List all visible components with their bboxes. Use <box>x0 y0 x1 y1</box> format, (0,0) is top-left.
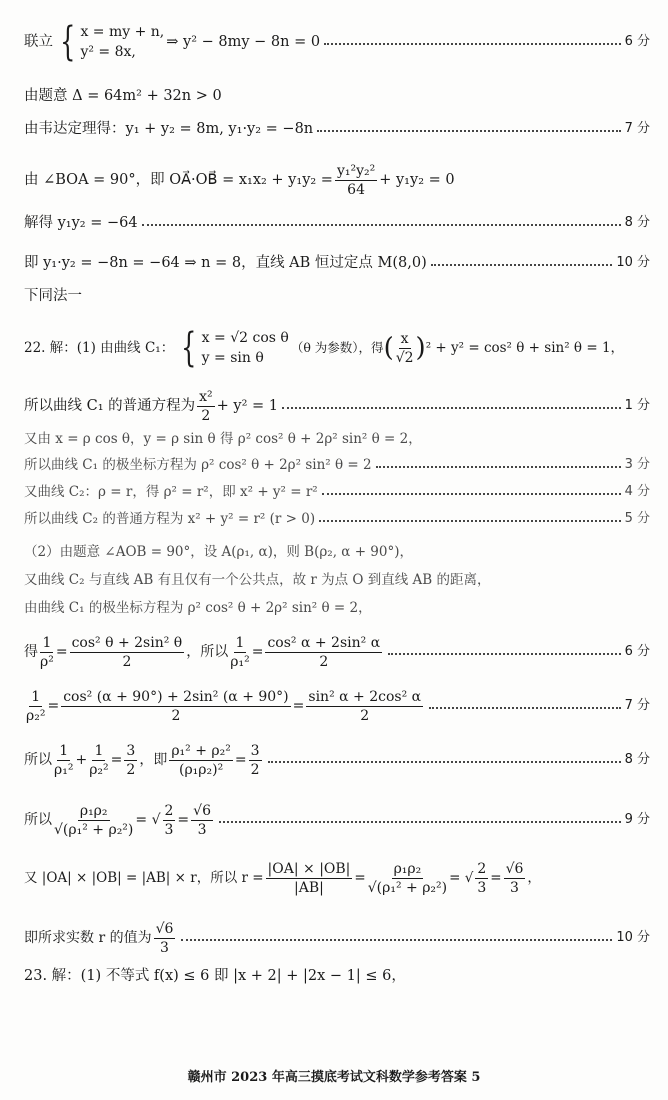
denominator: ρ² <box>40 653 54 670</box>
fraction <box>154 920 176 957</box>
denominator: (ρ₁ρ₂)² <box>178 761 224 778</box>
leader-dots <box>376 466 621 468</box>
denominator: 3 <box>160 939 169 956</box>
text: 又曲线 C₂：ρ = r，得 ρ² = r²，即 x² + y² = r² <box>24 484 318 500</box>
numerator: x <box>400 330 409 347</box>
text: 所以 <box>24 752 52 768</box>
numerator: 2 <box>164 802 174 819</box>
solution-line-19 <box>24 738 650 782</box>
text: 22. 解：(1) 由曲线 C₁： <box>24 340 175 356</box>
denominator: 3 <box>197 821 207 838</box>
page-footer: 赣州市 2023 年高三摸底考试文科数学参考答案 5 <box>187 1070 481 1085</box>
leader-dots <box>282 407 621 409</box>
numerator: y₁²y₂² <box>336 162 376 179</box>
fraction <box>26 688 45 725</box>
system-row: y² = 8x, <box>80 44 136 60</box>
numerator: sin² α + 2cos² α <box>308 688 422 705</box>
fraction <box>191 802 213 839</box>
text: 由 ∠BOA = 90°，即 OA⃗·OB⃗ = x₁x₂ + y₁y₂ = <box>24 172 333 188</box>
denominator: ρ₁² <box>54 761 74 778</box>
leader-dots <box>142 224 621 226</box>
fraction <box>124 742 137 779</box>
solution-line-7 <box>24 286 650 306</box>
text: （θ 为参数），得 <box>290 340 384 355</box>
problem-23-header <box>24 966 650 986</box>
system-row: x = my + n, <box>80 24 165 40</box>
solution-line-1 <box>24 19 650 65</box>
numerator: ρ₁ρ₂ <box>393 860 422 877</box>
numerator: ρ₁² + ρ₂² <box>171 742 231 759</box>
fraction <box>266 860 353 897</box>
fraction <box>504 860 526 897</box>
numerator: cos² θ + 2sin² θ <box>71 634 183 651</box>
open-paren-icon: ( <box>383 333 394 363</box>
solution-line-14 <box>24 542 650 562</box>
text: = √ <box>135 812 161 828</box>
numerator: 1 <box>59 742 69 759</box>
numerator: ρ₁ρ₂ <box>79 802 108 819</box>
leader-dots <box>324 43 621 45</box>
solution-line-5 <box>24 213 650 233</box>
score: 9 分 <box>624 812 650 827</box>
fraction <box>475 860 488 897</box>
text: 即 y₁·y₂ = −8n = −64 ⇒ n = 8，直线 AB 恒过定点 M(8,0) <box>24 255 427 271</box>
text: = <box>490 870 502 886</box>
denominator: ρ₂² <box>89 761 109 778</box>
text: （2）由题意 ∠AOB = 90°，设 A(ρ₁, α)，则 B(ρ₂, α + 90°)， <box>24 544 413 560</box>
denominator: 2 <box>201 407 211 424</box>
numerator: 3 <box>250 742 260 759</box>
text: ，所以 <box>186 644 229 660</box>
numerator: 1 <box>94 742 104 759</box>
leader-dots <box>322 493 621 495</box>
leader-dots <box>181 939 612 941</box>
text: = √ <box>449 870 474 886</box>
numerator: 1 <box>235 634 245 651</box>
fraction <box>368 860 447 897</box>
text: = <box>47 698 60 714</box>
fraction <box>40 634 54 671</box>
solution-line-16 <box>24 598 650 618</box>
text: ² + y² = cos² θ + sin² θ = 1， <box>425 340 625 356</box>
text: 下同法一 <box>24 288 82 304</box>
text: 所以曲线 C₁ 的普通方程为 <box>24 398 196 414</box>
score: 7 分 <box>624 121 650 136</box>
text: 又由 x = ρ cos θ，y = ρ sin θ 得 ρ² cos² θ + 2ρ² sin² θ = 2， <box>24 431 422 447</box>
text: + y² = 1 <box>216 398 278 414</box>
score: 8 分 <box>624 215 650 230</box>
text: 又曲线 C₂ 与直线 AB 有且仅有一个公共点，故 r 为点 O 到直线 AB 的距离， <box>24 572 491 588</box>
denominator: 2 <box>360 707 370 724</box>
fraction <box>163 802 176 839</box>
text: = <box>234 752 247 768</box>
denominator: |AB| <box>294 879 324 896</box>
system-row: x = √2 cos θ <box>201 330 289 346</box>
numerator: 3 <box>126 742 136 759</box>
fraction <box>335 162 377 199</box>
denominator: 3 <box>510 879 519 896</box>
fraction <box>249 742 262 779</box>
solution-line-3 <box>24 119 650 139</box>
score: 1 分 <box>624 398 650 413</box>
text: 所以 <box>24 812 52 828</box>
solution-line-17 <box>24 630 650 674</box>
text: = <box>251 644 264 660</box>
left-brace-icon: { <box>181 325 197 371</box>
denominator: 2 <box>122 653 132 670</box>
numerator: √6 <box>193 802 211 819</box>
solution-line-4 <box>24 160 650 200</box>
denominator: 64 <box>347 181 365 198</box>
text: 所以曲线 C₂ 的普通方程为 x² + y² = r² (r > 0) <box>24 511 316 527</box>
denominator: 2 <box>171 707 181 724</box>
numerator: 2 <box>477 860 487 877</box>
text: ⇒ y² − 8my − 8n = 0 <box>166 34 321 50</box>
fraction <box>169 742 233 779</box>
numerator: 1 <box>31 688 41 705</box>
text: + y₁y₂ = 0 <box>379 172 455 188</box>
leader-dots <box>268 761 621 763</box>
fraction <box>54 802 133 839</box>
leader-dots <box>319 520 621 522</box>
text: ，即 <box>139 752 168 768</box>
text: 由题意 Δ = 64m² + 32n > 0 <box>24 88 222 104</box>
fraction <box>396 330 414 367</box>
denominator: 2 <box>250 761 260 778</box>
solution-line-15 <box>24 570 650 590</box>
solution-line-21 <box>24 856 650 900</box>
text: + <box>75 752 88 768</box>
leader-dots <box>431 264 613 266</box>
text: = <box>292 698 305 714</box>
denominator: √(ρ₁² + ρ₂²) <box>54 821 134 838</box>
problem-22-header <box>24 326 650 370</box>
score: 7 分 <box>624 698 650 713</box>
score: 10 分 <box>616 255 650 270</box>
numerator: √6 <box>155 920 174 937</box>
fraction <box>70 634 185 671</box>
numerator: cos² α + 2sin² α <box>267 634 381 651</box>
score: 4 分 <box>624 484 650 499</box>
score: 6 分 <box>624 34 650 49</box>
solution-line-13 <box>24 509 650 529</box>
solution-line-18 <box>24 684 650 728</box>
fraction <box>89 742 108 779</box>
solution-line-10 <box>24 429 650 449</box>
left-brace-icon: { <box>60 19 76 65</box>
text: 联立 <box>24 34 53 50</box>
score: 10 分 <box>616 930 650 945</box>
text: 即所求实数 r 的值为 <box>24 930 152 946</box>
solution-line-22 <box>24 916 650 960</box>
leader-dots <box>429 707 620 709</box>
score: 5 分 <box>624 511 650 526</box>
leader-dots <box>388 653 620 655</box>
equation-system <box>176 325 289 371</box>
solution-line-20 <box>24 798 650 842</box>
text: 由韦达定理得：y₁ + y₂ = 8m, y₁·y₂ = −8n <box>24 121 314 137</box>
text: 23. 解：(1) 不等式 f(x) ≤ 6 即 |x + 2| + |2x − 1| ≤ 6， <box>24 968 406 984</box>
numerator: |OA| × |OB| <box>267 860 351 877</box>
numerator: √6 <box>505 860 524 877</box>
solution-line-9 <box>24 386 650 426</box>
text: = <box>55 644 68 660</box>
fraction <box>197 388 215 425</box>
leader-dots <box>219 821 621 823</box>
denominator: 2 <box>126 761 136 778</box>
solution-line-11 <box>24 455 650 475</box>
score: 3 分 <box>624 457 650 472</box>
fraction <box>306 688 423 725</box>
solution-line-2 <box>24 86 650 106</box>
text: 所以曲线 C₁ 的极坐标方程为 ρ² cos² θ + 2ρ² sin² θ = 2 <box>24 457 372 473</box>
fraction <box>265 634 382 671</box>
score: 8 分 <box>624 752 650 767</box>
text: ， <box>527 870 541 886</box>
solution-line-6 <box>24 253 650 273</box>
denominator: 3 <box>164 821 174 838</box>
denominator: 3 <box>477 879 487 896</box>
numerator: x² <box>199 388 213 405</box>
text: = <box>354 870 366 886</box>
text: 解得 y₁y₂ = −64 <box>24 215 138 231</box>
equation-system <box>55 19 165 65</box>
fraction <box>54 742 73 779</box>
score: 6 分 <box>624 644 650 659</box>
text: = <box>110 752 123 768</box>
text: 得 <box>24 644 38 660</box>
denominator: √(ρ₁² + ρ₂²) <box>367 879 448 896</box>
fraction <box>230 634 249 671</box>
denominator: ρ₁² <box>230 653 250 670</box>
denominator: ρ₂² <box>26 707 46 724</box>
denominator: √2 <box>395 349 414 366</box>
close-paren-icon: ) <box>415 333 426 363</box>
solution-line-12 <box>24 482 650 502</box>
text: 又 |OA| × |OB| = |AB| × r，所以 r = <box>24 870 264 886</box>
system-row: y = sin θ <box>201 350 264 366</box>
leader-dots <box>317 130 620 132</box>
denominator: 2 <box>319 653 329 670</box>
text: 由曲线 C₁ 的极坐标方程为 ρ² cos² θ + 2ρ² sin² θ = 2， <box>24 600 372 616</box>
numerator: cos² (α + 90°) + 2sin² (α + 90°) <box>63 688 289 705</box>
fraction <box>61 688 290 725</box>
text: = <box>177 812 190 828</box>
numerator: 1 <box>42 634 52 651</box>
